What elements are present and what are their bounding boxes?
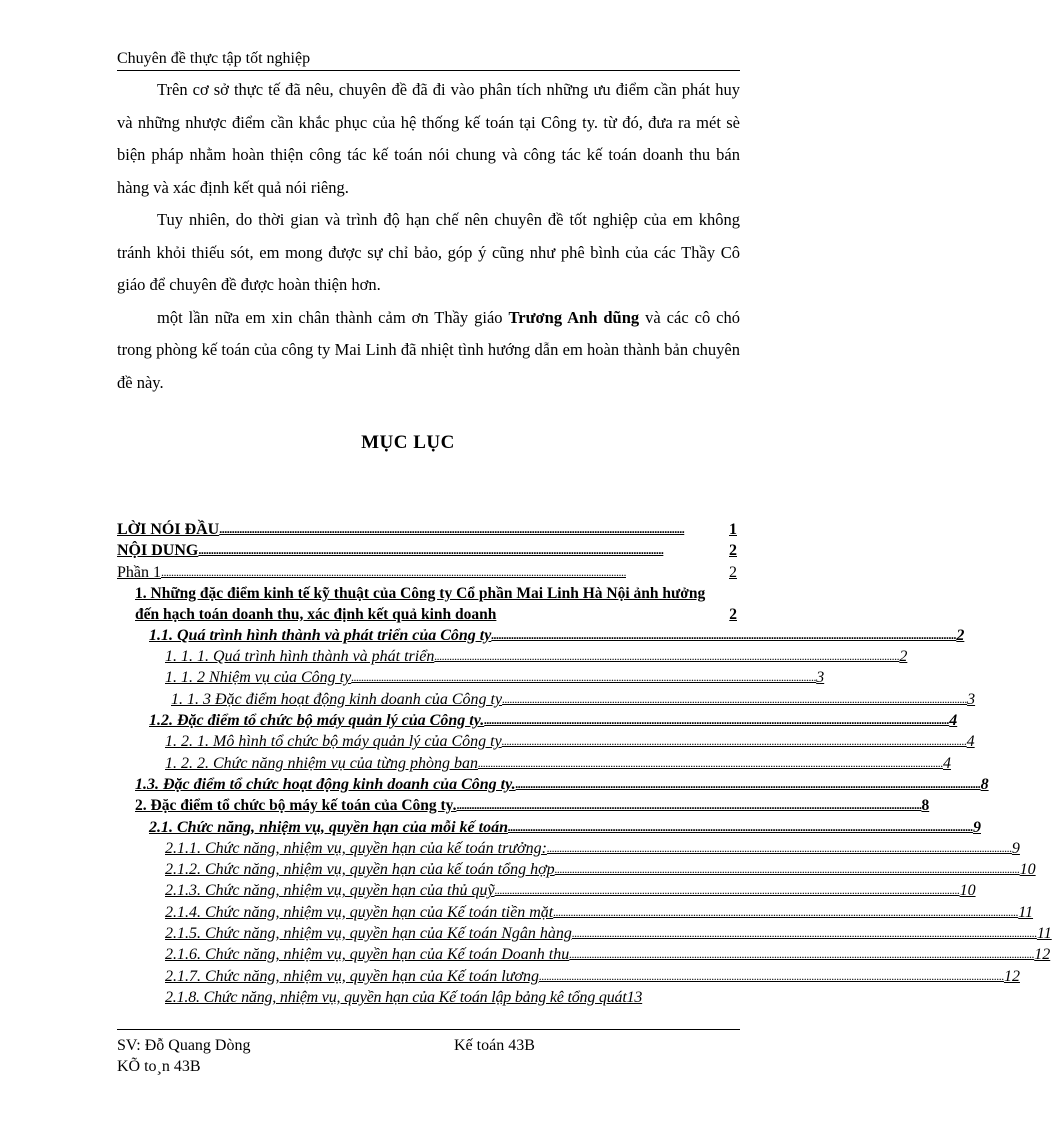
body-text [117,74,740,399]
toc-entry-page: 3 [967,690,976,708]
toc-leader: .......................................................................................................................................................................................... [569,947,1035,962]
toc-entry-text: 1. 1. 3 Đặc điểm hoạt động kinh doanh của Công ty [171,690,503,708]
toc-entry-text: 1. Những đặc điểm kinh tế kỹ thuật của Công ty Cổ phần Mai Linh Hà Nội ảnh hưởng đến hạch toán doanh thu, xác định kết quả kinh doanh [135,584,706,623]
toc-entry-text: NỘI DUNG [117,542,199,560]
toc-entry[interactable] [117,817,981,838]
toc-entry-page: 4 [942,754,951,772]
toc-entry[interactable] [117,774,989,795]
toc-leader: .......................................................................................................................................................................................... [571,926,1037,941]
toc-leader: .......................................................................................................................................................................................... [554,862,1020,877]
toc-entry-text: 2.1.6. Chức năng, nhiệm vụ, quyền hạn của Kế toán Doanh thu [165,946,570,964]
toc-entry-text: 1. 2. 2. Chức năng nhiệm vụ của từng phòng ban [165,754,478,772]
toc-leader: .......................................................................................................................................................................................... [502,691,968,706]
toc-entry[interactable] [117,731,975,752]
page-header: Chuyên đề thực tập tốt nghiệp [117,50,740,71]
toc-entry[interactable] [117,923,1052,944]
table-of-contents [117,519,1052,1008]
toc-entry-page: 8 [921,797,930,815]
teacher-name: Trương Anh dũng [508,307,640,327]
toc-entry-page: 9 [972,818,981,836]
toc-entry-page: 2 [729,542,737,560]
toc-entry-text: 1.2. Đặc điểm tổ chức bộ máy quản lý của Công ty. [149,712,485,730]
toc-entry[interactable] [117,880,976,901]
toc-entry[interactable] [117,987,737,1008]
toc-leader: .......................................................................................................................................................................................... [538,968,1004,983]
toc-entry[interactable] [117,519,737,540]
toc-entry-page: 8 [980,775,989,793]
toc-entry-text: 1. 2. 1. Mô hình tổ chức bộ máy quản lý của Công ty [165,733,502,751]
toc-entry-page: 3 [816,669,825,687]
toc-leader: .......................................................................................................................................................................................... [198,543,664,558]
toc-entry-text: 2. Đặc điểm tổ chức bộ máy kế toán của Công ty. [135,797,457,815]
toc-entry-page: 10 [959,882,976,900]
page-footer [117,1035,740,1077]
toc-entry[interactable] [117,562,737,583]
toc-entry[interactable] [117,540,737,561]
toc-entry-page: 13 [626,988,643,1006]
toc-entry-text: 2.1.4. Chức năng, nhiệm vụ, quyền hạn của Kế toán tiền mặt [165,903,554,921]
paragraph-1: Trên cơ sở thực tế đã nêu, chuyên đề đã đi vào phân tích những ưu điểm cần phát huy và những nhược điểm cần khắc phục của hệ thống kế toán tại Công ty. từ đó, đưa ra mét sè biện pháp nhằm hoàn thiện công tác kế toán nói chung và công tác kế toán doanh thu bán hàng và xác định kết quả nói riêng. [117,80,740,197]
toc-entry-text: 1.1. Quá trình hình thành và phát triển của Công ty [149,626,492,644]
footer-student: SV: Đỗ Quang Dòng [117,1037,251,1054]
toc-leader: .......................................................................................................................................................................................... [515,776,981,791]
toc-entry-text: Phần 1 [117,563,161,581]
toc-entry-page: 12 [1034,946,1051,964]
toc-entry-page: 12 [1003,967,1020,985]
toc-entry[interactable] [117,966,1020,987]
toc-entry[interactable] [117,795,930,816]
toc-entry-page: 4 [966,733,975,751]
toc-leader: .......................................................................................................................................................................................... [434,649,900,664]
toc-leader: .......................................................................................................................................................................................... [161,564,626,579]
toc-entry-text: LỜI NÓI ĐẦU [117,521,220,538]
toc-entry-page: 11 [1036,925,1052,943]
toc-leader: .......................................................................................................................................................................................... [484,713,950,728]
toc-entry-text: 2.1.7. Chức năng, nhiệm vụ, quyền hạn của Kế toán lương [165,967,539,985]
toc-leader: .......................................................................................................................................................................................... [546,840,1012,855]
toc-entry[interactable] [117,838,1020,859]
toc-title: MỤC LỤC [361,432,455,453]
toc-entry[interactable] [117,859,1036,880]
thanks-before: một lần nữa em xin chân thành cảm ơn Thầy giáo [157,307,509,327]
toc-entry-page: 2 [899,648,908,666]
toc-entry-text: 1. 1. 2 Nhiệm vụ của Công ty [165,669,352,687]
footer-class-garbled: KÕ to¸n 43B [117,1058,201,1075]
toc-entry-text: 2.1.1. Chức năng, nhiệm vụ, quyền hạn của kế toán trưởng: [165,839,547,857]
toc-entry[interactable] [117,753,951,774]
toc-entry-text: 2.1.8. Chức năng, nhiệm vụ, quyền hạn của Kế toán lập bảng kê tổng quát [165,988,627,1006]
toc-entry-text: 2.1.3. Chức năng, nhiệm vụ, quyền hạn của thủ quỹ [165,882,495,900]
toc-entry-text: 2.1. Chức năng, nhiệm vụ, quyền hạn của mỗi kế toán [149,818,508,836]
toc-entry[interactable] [117,710,958,731]
toc-entry-page: 2 [729,605,737,623]
paragraph-2: Tuy nhiên, do thời gian và trình độ hạn chế nên chuyên đề tốt nghiệp của em không tránh khỏi thiếu sót, em mong được sự chỉ bảo, góp ý cũng như phê bình của các Thầy Cô giáo để chuyên đề được hoàn thiện hơn. [117,210,740,294]
toc-entry[interactable] [117,583,737,625]
toc-entry-page: 9 [1011,839,1020,857]
toc-leader: .......................................................................................................................................................................................... [507,819,973,834]
toc-entry-text: 1. 1. 1. Quá trình hình thành và phát triển [165,648,435,666]
toc-entry[interactable] [117,625,965,646]
toc-leader: .......................................................................................................................................................................................... [501,734,967,749]
toc-entry[interactable] [117,902,1034,923]
toc-entry-page: 1 [729,521,737,538]
toc-entry-text: 1.3. Đặc điểm tổ chức hoạt động kinh doanh của Công ty. [135,775,516,793]
toc-leader: .......................................................................................................................................................................................... [456,798,922,813]
toc-entry-page: 2 [729,563,737,581]
toc-leader: .......................................................................................................................................................................................... [219,522,685,536]
toc-entry-page: 10 [1019,861,1036,879]
footer-class: Kế toán 43B [454,1037,535,1054]
toc-entry[interactable] [117,944,1051,965]
footer-divider [117,1029,740,1030]
toc-entry[interactable] [117,667,825,688]
toc-entry-page: 2 [956,626,965,644]
toc-entry-page: 11 [1018,903,1034,921]
thanks-after: và các cô chó trong phòng kế toán của công ty Mai Linh đã nhiệt tình hướng dẫn em hoàn thành bản chuyên đề này. [117,307,740,392]
toc-entry[interactable] [117,646,908,667]
paragraph-3 [117,302,740,400]
toc-entry-page: 4 [949,712,958,730]
toc-leader: .......................................................................................................................................................................................... [553,904,1019,919]
toc-leader: .......................................................................................................................................................................................... [494,883,960,898]
toc-leader: .......................................................................................................................................................................................... [491,627,957,642]
toc-leader: .......................................................................................................................................................................................... [351,670,817,685]
toc-leader: .......................................................................................................................................................................................... [477,755,943,770]
toc-entry-text: 2.1.2. Chức năng, nhiệm vụ, quyền hạn của kế toán tổng hợp [165,861,555,879]
toc-entry[interactable] [117,689,976,710]
toc-entry-text: 2.1.5. Chức năng, nhiệm vụ, quyền hạn của Kế toán Ngân hàng [165,925,572,943]
